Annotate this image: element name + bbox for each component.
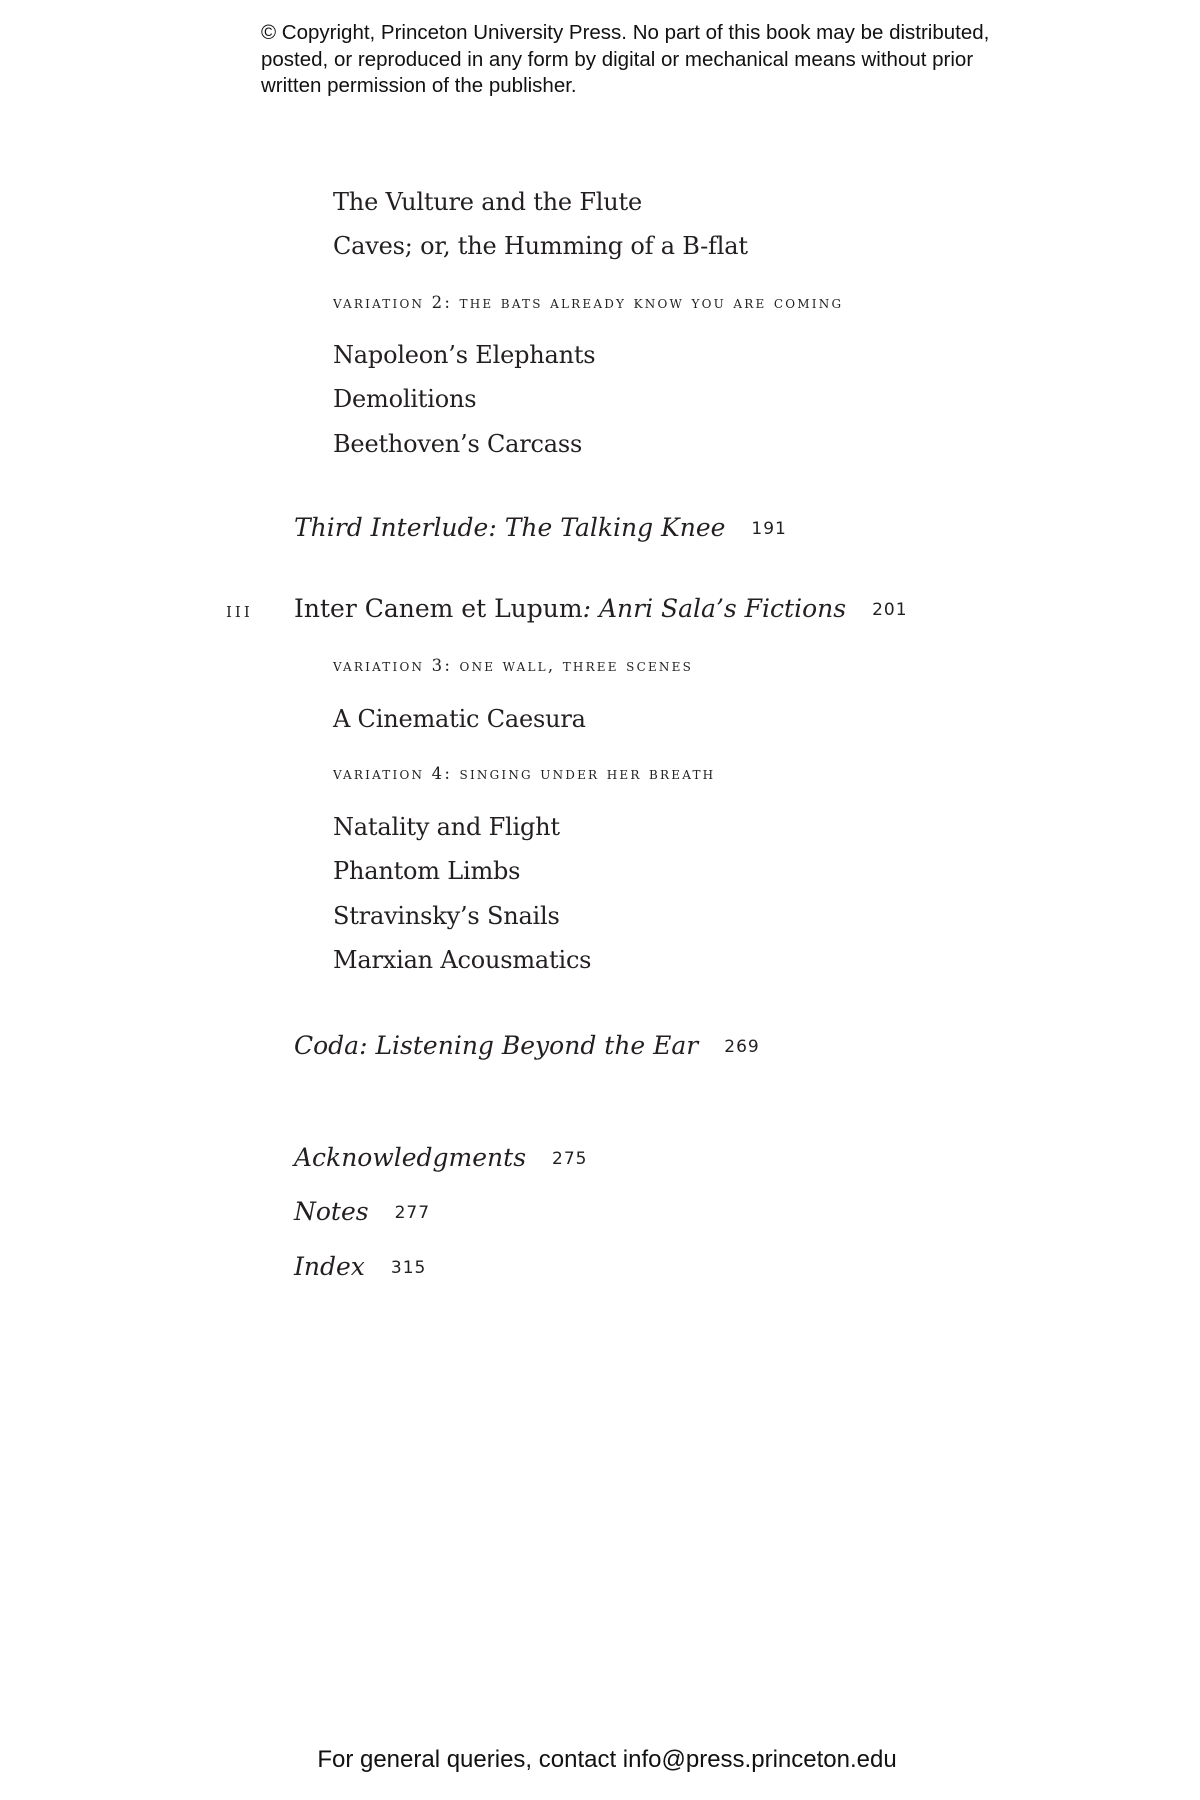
toc-acknowledgments: [294, 1145, 587, 1170]
toc-entry-natality-and-flight: Natality and Flight: [333, 813, 560, 841]
toc-entry-marxian-acousmatics: Marxian Acousmatics: [333, 946, 592, 974]
toc-entry-demolitions: Demolitions: [333, 385, 477, 413]
toc-notes-title: Notes: [294, 1197, 369, 1226]
toc-coda-title: Coda: Listening Beyond the Ear: [294, 1031, 699, 1060]
toc-variation-3: variation 3: one wall, three scenes: [333, 656, 694, 675]
toc-acknowledgments-title: Acknowledgments: [294, 1143, 527, 1172]
toc-variation-2: variation 2: the bats already know you are coming: [333, 293, 844, 312]
part-numeral: iii: [226, 598, 253, 622]
toc-acknowledgments-page: 275: [552, 1149, 588, 1169]
toc-third-interlude-title: Third Interlude: The Talking Knee: [294, 513, 726, 542]
toc-coda: [294, 1033, 760, 1058]
toc-part-three: [294, 596, 908, 621]
copyright-notice: © Copyright, Princeton University Press. No part of this book may be distributed, posted, or reproduced in any form by digital or mechanical means without prior written permission of the publisher.: [261, 21, 990, 97]
toc-notes-page: 277: [394, 1203, 431, 1223]
toc-entry-cinematic-caesura: A Cinematic Caesura: [333, 705, 586, 733]
toc-third-interlude: [294, 515, 787, 540]
toc-notes: [294, 1199, 430, 1224]
toc-entry-napoleons-elephants: Napoleon’s Elephants: [333, 341, 596, 369]
footer-contact: For general queries, contact info@press.princeton.edu: [317, 1746, 897, 1773]
toc-entry-vulture-and-flute: The Vulture and the Flute: [333, 188, 642, 216]
toc-index: [294, 1254, 426, 1279]
toc-entry-caves: Caves; or, the Humming of a B-flat: [333, 232, 748, 260]
toc-third-interlude-page: 191: [751, 519, 787, 539]
toc-entry-stravinskys-snails: Stravinsky’s Snails: [333, 902, 560, 930]
part-three-subtitle: : Anri Sala’s Fictions: [582, 594, 847, 623]
toc-entry-beethovens-carcass: Beethoven’s Carcass: [333, 430, 583, 458]
part-three-title: Inter Canem et Lupum: [294, 594, 583, 623]
toc-coda-page: 269: [724, 1037, 760, 1057]
toc-variation-4: variation 4: singing under her breath: [333, 764, 716, 783]
toc-entry-phantom-limbs: Phantom Limbs: [333, 857, 521, 885]
toc-index-page: 315: [390, 1258, 427, 1278]
toc-index-title: Index: [294, 1252, 365, 1281]
part-three-page: 201: [872, 600, 908, 620]
